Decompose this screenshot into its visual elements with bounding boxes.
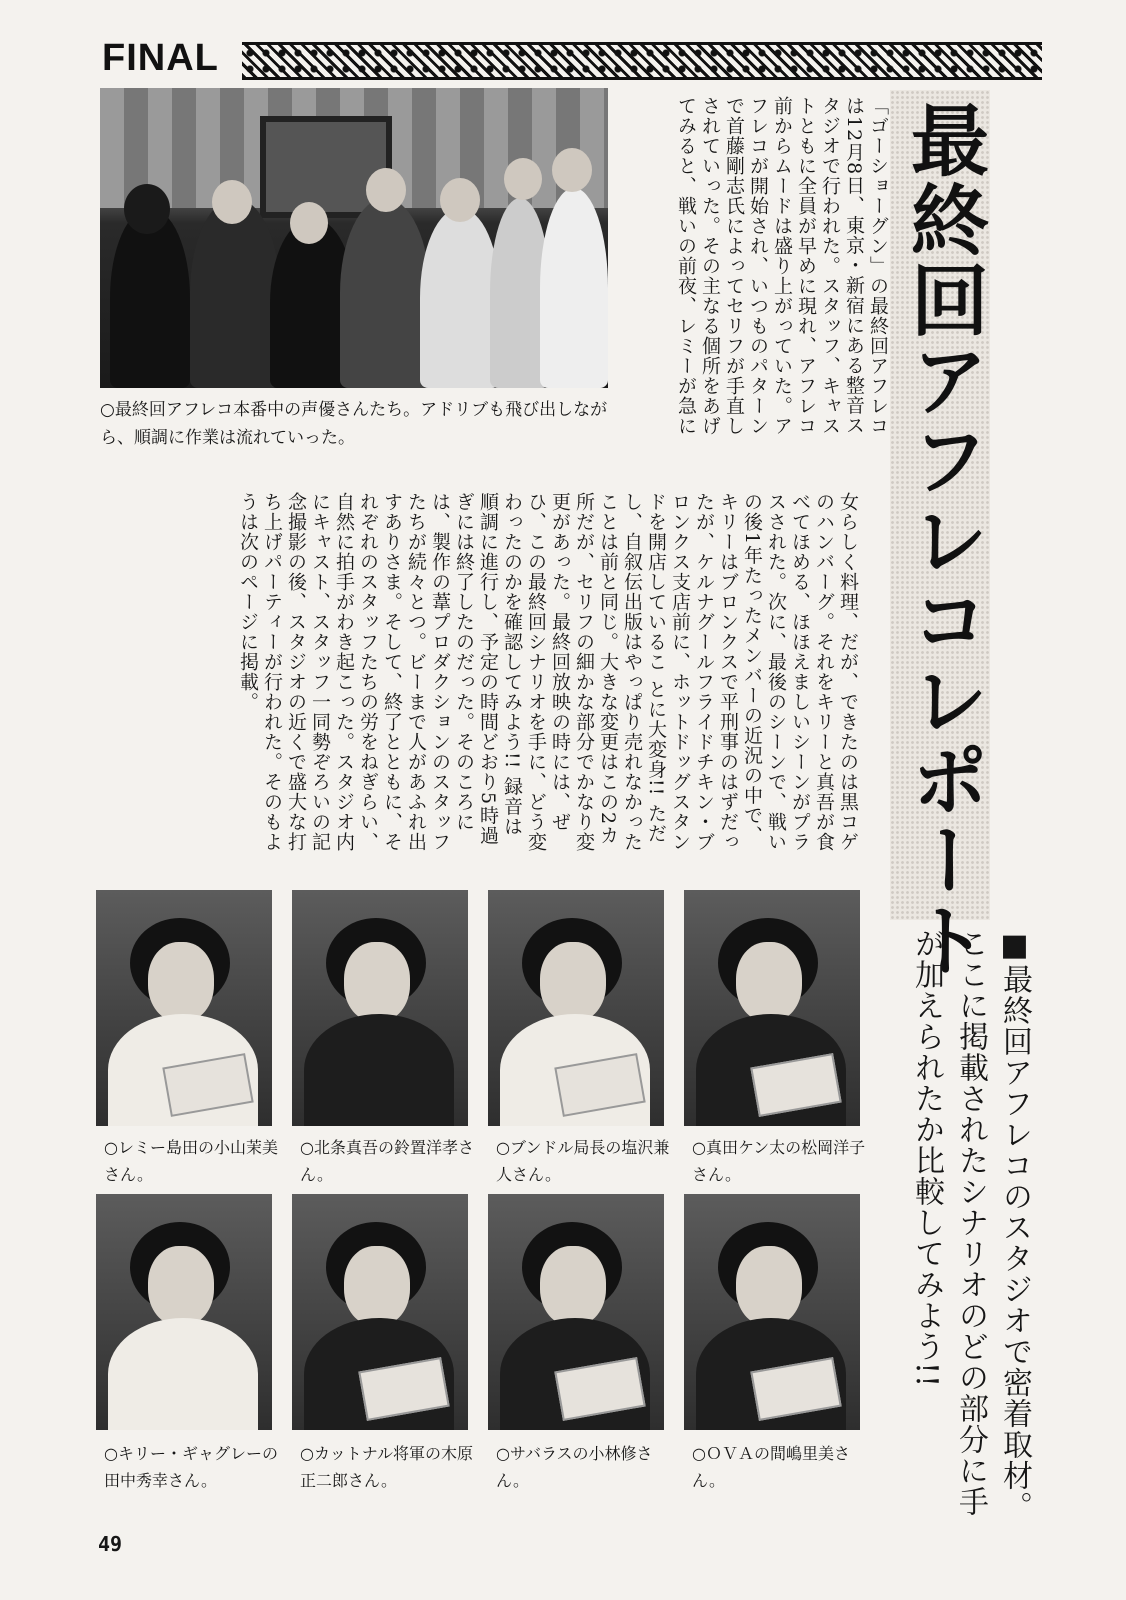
portrait-caption: ○カットナル将軍の木原正二郎さん。 — [300, 1444, 474, 1490]
portrait-caption: ○ブンドル局長の塩沢兼人さん。 — [496, 1138, 670, 1184]
portrait-photo — [684, 1194, 860, 1430]
article-body-bottom: 女らしく料理、だが、できたのは黒コゲのハンバーグ。それをキリーと真吾が食べてほめる、ほほえましいシーンがプラスされた。次に、最後のシーンで、戦いの後1年たったメンバーの近況の中で、キリーはブロンクスで平刑事のはずだったが、ケルナグールフライドチキン・ブロンクス支店前に、ホットドッグスタンドを開店しているこ とに大変身!! ただし、自叙伝出版はやっぱり売れなかったことは前と同じ。大きな変更はこの2カ所だが、セリフの細かな部分でかなり変更があった。最終回放映の時には、ぜひ、この最終回シナリオを手に、どう変わったのかを確認してみよう!! 録音は順調に進行し、予定の時間どおり5時過ぎには終了したのだった。そのころには、製作の葦プロダクションのスタッフたちが続々とつ。ビーまで人があふれ出すありさま。そして、終了とともに、それぞれのスタッフたちの労をねぎらい、自然に拍手がわき起こった。スタジオ内にキャスト、スタッフ一同勢ぞろいの記念撮影の後、スタジオの近くで盛大な打ち上げパーティーが行われた。そのもようは次のページに掲載。 — [237, 492, 859, 852]
portrait-photo — [96, 1194, 272, 1430]
portrait-caption: ○ＯＶＡの間嶋里美さん。 — [692, 1444, 850, 1490]
portrait-caption: ○レミー島田の小山茉美さん。 — [104, 1138, 278, 1184]
article-body-top: 「ゴーショーグン」の最終回アフレコは12月8日、東京・新宿にある整音スタジオで行われた。スタッフ、キャストともに全員が早めに現れ、アフレコ前からムードは盛り上がっていた。アフレコが開始され、いつものパターンで首藤剛志氏によってセリフが手直しされていった。その主なる個所をあげてみると、戦いの前夜、レミーが急に — [675, 96, 889, 436]
portrait-caption: ○サバラスの小林修さん。 — [496, 1444, 653, 1490]
main-photo-caption: ○最終回アフレコ本番中の声優さんたち。アドリブも飛び出しながら、順調に作業は流れていった。 — [100, 400, 608, 448]
portrait-photo — [96, 890, 272, 1126]
header-bar — [102, 38, 1042, 78]
lead-text: ■最終回アフレコのスタジオで密着取材。ここに掲載されたシナリオのどの部分に手が加えられたか比較してみよう!! — [909, 928, 1032, 1522]
portrait-photo — [488, 1194, 664, 1430]
headline: 最終回アフレコレポート — [898, 100, 988, 980]
portrait-photo — [488, 890, 664, 1126]
decorative-band — [242, 42, 1042, 80]
portrait-photo — [684, 890, 860, 1126]
portrait-photo — [292, 1194, 468, 1430]
portrait-caption: ○真田ケン太の松岡洋子さん。 — [692, 1138, 866, 1184]
portrait-caption: ○キリー・ギャグレーの田中秀幸さん。 — [104, 1444, 278, 1490]
portrait-photo — [292, 890, 468, 1126]
portrait-caption: ○北条真吾の鈴置洋孝さん。 — [300, 1138, 474, 1184]
page-number: 49 — [98, 1532, 123, 1556]
final-label: FINAL — [102, 37, 219, 79]
